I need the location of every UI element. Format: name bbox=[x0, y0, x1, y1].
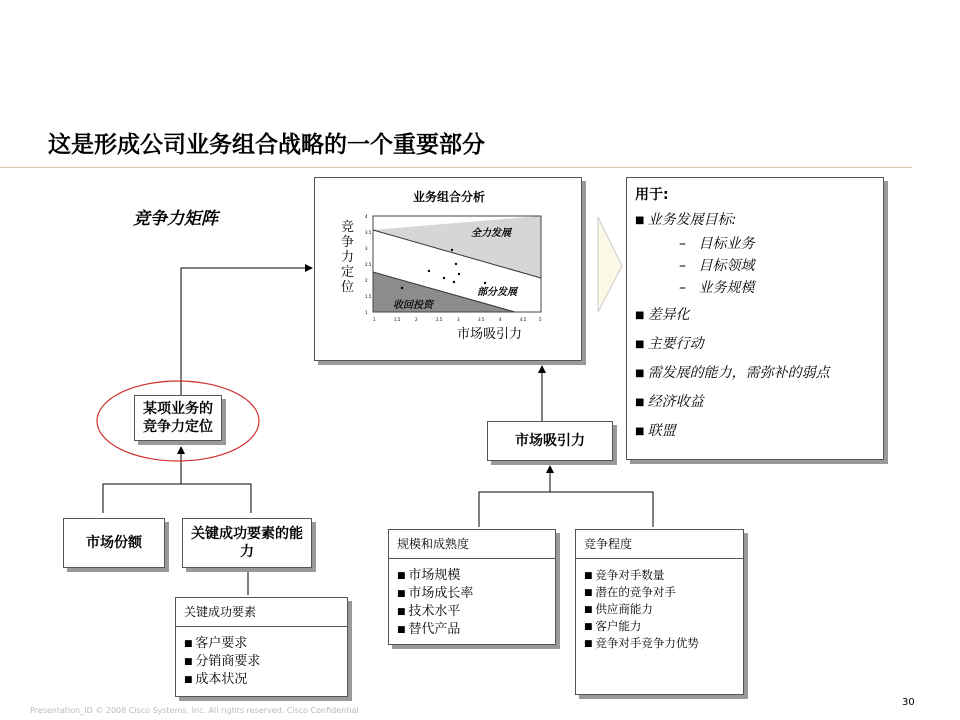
list-item: ■ 客户能力 bbox=[584, 618, 743, 635]
uses-item: ■ 需发展的能力，需弥补的弱点 bbox=[635, 363, 845, 384]
list-item: ■ 替代产品 bbox=[397, 621, 555, 639]
scale-header: 规模和成熟度 bbox=[389, 530, 555, 559]
competition-box bbox=[575, 529, 744, 695]
market-attractiveness-label: 市场吸引力 bbox=[515, 433, 585, 449]
ksf-list bbox=[176, 627, 347, 689]
uses-box bbox=[626, 177, 884, 460]
matrix-title: 业务组合分析 bbox=[412, 190, 485, 204]
list-item: ■ 市场规模 bbox=[397, 567, 555, 585]
matrix-y-ticks: 4 3.5 3 2.5 2 1.5 1 bbox=[365, 214, 372, 315]
competition-list bbox=[576, 559, 743, 652]
matrix-x-label: 市场吸引力 bbox=[457, 327, 523, 342]
list-item: ■ 竞争对手数量 bbox=[584, 567, 743, 584]
ksf-capability-label: 关键成功要素的能力 bbox=[191, 526, 303, 560]
arrow-to-matrix bbox=[181, 268, 312, 395]
competition-header: 竞争程度 bbox=[576, 530, 743, 559]
zone-label-partial: 部分发展 bbox=[477, 287, 517, 298]
list-item: ■ 客户要求 bbox=[184, 635, 347, 653]
triangle-arrow bbox=[598, 217, 622, 312]
page-title: 这是形成公司业务组合战略的一个重要部分 bbox=[48, 132, 485, 158]
market-share-label: 市场份额 bbox=[86, 535, 142, 551]
uses-header: 用于: bbox=[635, 187, 669, 203]
portfolio-matrix-box bbox=[314, 177, 582, 361]
list-item: ■ 潜在的竞争对手 bbox=[584, 584, 743, 601]
bracket-right bbox=[479, 492, 653, 527]
matrix-x-ticks: 1 1.5 2 2.5 3 3.5 4 4.5 5 bbox=[373, 317, 542, 322]
matrix-plot bbox=[365, 212, 545, 318]
matrix-y-label: 竞争力定位 bbox=[341, 220, 355, 295]
list-item: ■ 成本状况 bbox=[184, 671, 347, 689]
list-item: ■ 分销商要求 bbox=[184, 653, 347, 671]
market-share-box bbox=[63, 518, 165, 568]
list-item: ■ 技术水平 bbox=[397, 603, 555, 621]
list-item: ■ 供应商能力 bbox=[584, 601, 743, 618]
uses-subitem: – 业务规模 bbox=[635, 277, 875, 299]
uses-item: ■ 主要行动 bbox=[635, 334, 875, 355]
bracket-left bbox=[103, 484, 251, 513]
ksf-box bbox=[175, 597, 348, 697]
zone-label-full: 全力发展 bbox=[471, 228, 511, 239]
ksf-capability-box bbox=[182, 518, 312, 568]
uses-item: ■ 经济收益 bbox=[635, 392, 875, 413]
page-number: 30 bbox=[902, 697, 915, 708]
list-item: ■ 市场成长率 bbox=[397, 585, 555, 603]
list-item: ■ 竞争对手竞争力优势 bbox=[584, 635, 743, 652]
uses-item: ■ 差异化 bbox=[635, 305, 875, 326]
uses-subitem: – 目标业务 bbox=[635, 233, 875, 255]
competitive-position-label: 某项业务的竞争力定位 bbox=[143, 401, 213, 435]
ksf-header: 关键成功要素 bbox=[176, 598, 347, 627]
uses-item-goal: ■ 业务发展目标: bbox=[635, 210, 875, 231]
scale-maturity-box bbox=[388, 529, 556, 645]
competitive-position-box bbox=[134, 395, 222, 441]
zone-label-harvest: 收回投资 bbox=[393, 300, 433, 311]
footer-text: Presentation_ID © 2008 Cisco Systems, Inc. All rights reserved. Cisco Confidential bbox=[30, 706, 359, 715]
scale-list bbox=[389, 559, 555, 639]
uses-item: ■ 联盟 bbox=[635, 421, 875, 442]
uses-subitem: – 目标领域 bbox=[635, 255, 875, 277]
market-attractiveness-box bbox=[487, 421, 613, 461]
matrix-subtitle: 竞争力矩阵 bbox=[133, 209, 218, 229]
